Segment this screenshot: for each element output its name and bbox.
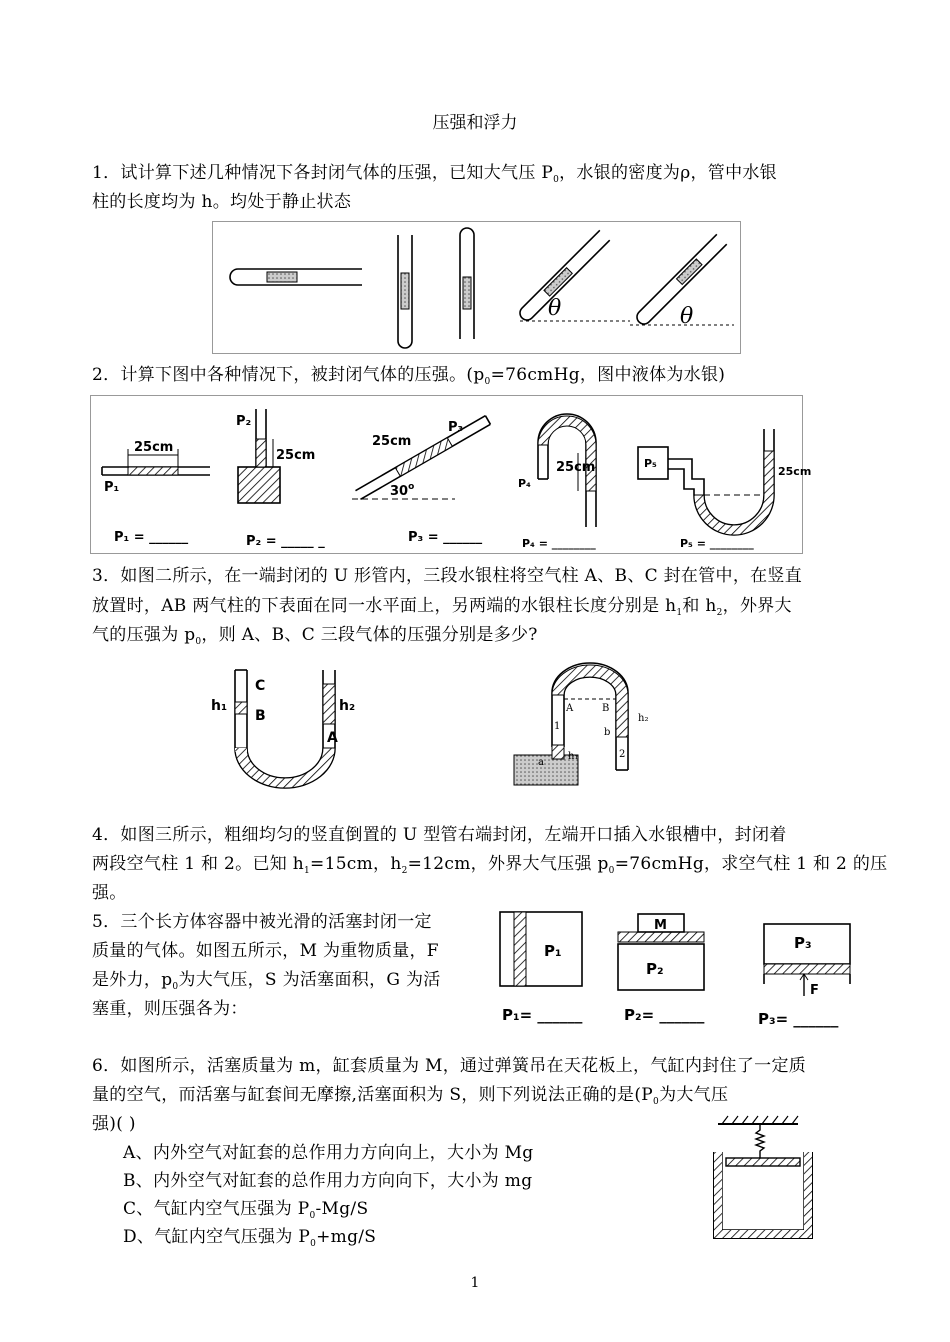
q6-option-c[interactable]: C、气缸内空气压强为 $P_0-Mg/S$	[123, 1199, 369, 1221]
theta-label-2: θ	[680, 304, 694, 329]
q3-label-h2: h₂	[339, 698, 356, 714]
q3-fig2-h2: h₂	[638, 713, 649, 724]
q6-line2: 量的空气，而活塞与缸套间无摩擦,活塞面积为 S，则下列说法正确的是($P_0$为大气压	[92, 1085, 729, 1107]
q5-line1: 5．三个长方体容器中被光滑的活塞封闭一定	[92, 912, 432, 932]
q6-line1: 6．如图所示，活塞质量为 m，缸套质量为 M，通过弹簧吊在天花板上，气缸内封住了一定质	[92, 1056, 807, 1076]
q2-len-3: 25cm	[372, 434, 412, 449]
q3-fig2-h1: h₁	[568, 751, 579, 762]
q2-fig-p4: P₄	[518, 477, 531, 490]
q2-len-1: 25cm	[134, 440, 174, 455]
q3-line2: 放置时，AB 两气柱的下表面在同一水平面上，另两端的水银柱长度分别是 $h_1$和 $h_2$，外界大	[92, 596, 792, 618]
q3-fig2-a: a	[538, 757, 544, 768]
q1-line1: 1．试计算下述几种情况下各封闭气体的压强，已知大气压 $P_0$，水银的密度为ρ，管中水银	[92, 163, 777, 185]
q3-label-h1: h₁	[211, 698, 228, 714]
q3-line3: 气的压强为 $p_0$，则 A、B、C 三段气体的压强分别是多少?	[92, 625, 538, 647]
q2-fig-p2: P₂	[236, 414, 252, 429]
q3-line1: 3．如图二所示，在一端封闭的 U 形管内，三段水银柱将空气柱 A、B、C 封在管中，在竖直	[92, 566, 803, 586]
page-title: 压强和浮力	[432, 113, 518, 133]
q3-fig2-b: b	[604, 727, 611, 738]
q6-option-d[interactable]: D、气缸内空气压强为 $P_0+mg/S$	[123, 1227, 377, 1249]
q3-fig2-a-upper: A	[566, 703, 574, 714]
q3-fig2-1: 1	[554, 721, 561, 732]
q5-fig-p2: P₂	[646, 960, 664, 978]
q5-line4: 塞重，则压强各为：	[92, 999, 248, 1019]
q2-answer-p2: P₂ = _____ _	[246, 534, 325, 549]
q3-label-a: A	[327, 730, 338, 746]
q4-line1: 4．如图三所示，粗细均匀的竖直倒置的 U 型管右端封闭，左端开口插入水银槽中，封闭着	[92, 825, 787, 845]
q5-fig-p3: P₃	[794, 934, 812, 952]
q5-answer-p3: P₃= ______	[758, 1010, 839, 1028]
q2-fig-p3: P₃	[448, 420, 464, 435]
q1-line2: 柱的长度均为 h。均处于静止状态	[92, 192, 352, 212]
q3-figure-u-tube	[205, 662, 365, 790]
q2-len-5: 25cm	[778, 465, 812, 478]
q3-fig2-b-upper: B	[602, 703, 610, 714]
page-number: 1	[470, 1275, 480, 1291]
q2-fig-p1: P₁	[104, 480, 120, 495]
q4-line3: 强。	[92, 883, 127, 903]
q2-len-2: 25cm	[276, 448, 316, 463]
q2-answer-p3: P₃ = ______	[408, 530, 483, 545]
q2-len-4: 25cm	[556, 460, 596, 475]
q5-line3: 是外力，$p_0$为大气压，S 为活塞面积，G 为活	[92, 970, 441, 992]
theta-label-1: θ	[548, 296, 562, 321]
q3-label-c: C	[255, 678, 266, 694]
q2-answer-p1: P₁ = ______	[114, 530, 189, 545]
q4-line2: 两段空气柱 1 和 2。已知 $h_1=15cm$，$h_2=12cm$，外界大气压强 $p_0=76cmHg$，求空气柱 1 和 2 的压	[92, 854, 888, 876]
q2-angle: 30$^o$	[390, 482, 415, 499]
q5-label-f: F	[810, 983, 819, 998]
q3-fig2-2: 2	[619, 749, 626, 760]
q6-figure	[704, 1112, 824, 1244]
q6-option-b[interactable]: B、内外空气对缸套的总作用力方向向下，大小为 mg	[123, 1171, 533, 1191]
q3-figure-inverted-u	[512, 655, 672, 790]
q5-figure	[500, 908, 870, 1032]
q5-answer-p2: P₂= ______	[624, 1006, 705, 1024]
q2-figure	[90, 395, 812, 555]
q2-answer-p5: P₅ = ________	[680, 537, 754, 550]
q3-label-b: B	[255, 708, 266, 724]
q1-figure	[212, 221, 742, 355]
q2-fig-p5: P₅	[644, 457, 657, 470]
q6-option-a[interactable]: A、内外空气对缸套的总作用力方向向上，大小为 Mg	[123, 1143, 534, 1163]
q2-answer-p4: P₄ = ________	[522, 537, 596, 550]
q2-line1: 2．计算下图中各种情况下，被封闭气体的压强。($p_0=76cmHg$，图中液体为水银)	[92, 365, 726, 387]
q5-label-m: M	[654, 918, 667, 933]
q6-line3: 强)( )	[92, 1114, 136, 1134]
q5-answer-p1: P₁= ______	[502, 1006, 583, 1024]
q5-line2: 质量的气体。如图五所示，M 为重物质量，F	[92, 941, 439, 961]
q5-fig-p1: P₁	[544, 942, 562, 960]
